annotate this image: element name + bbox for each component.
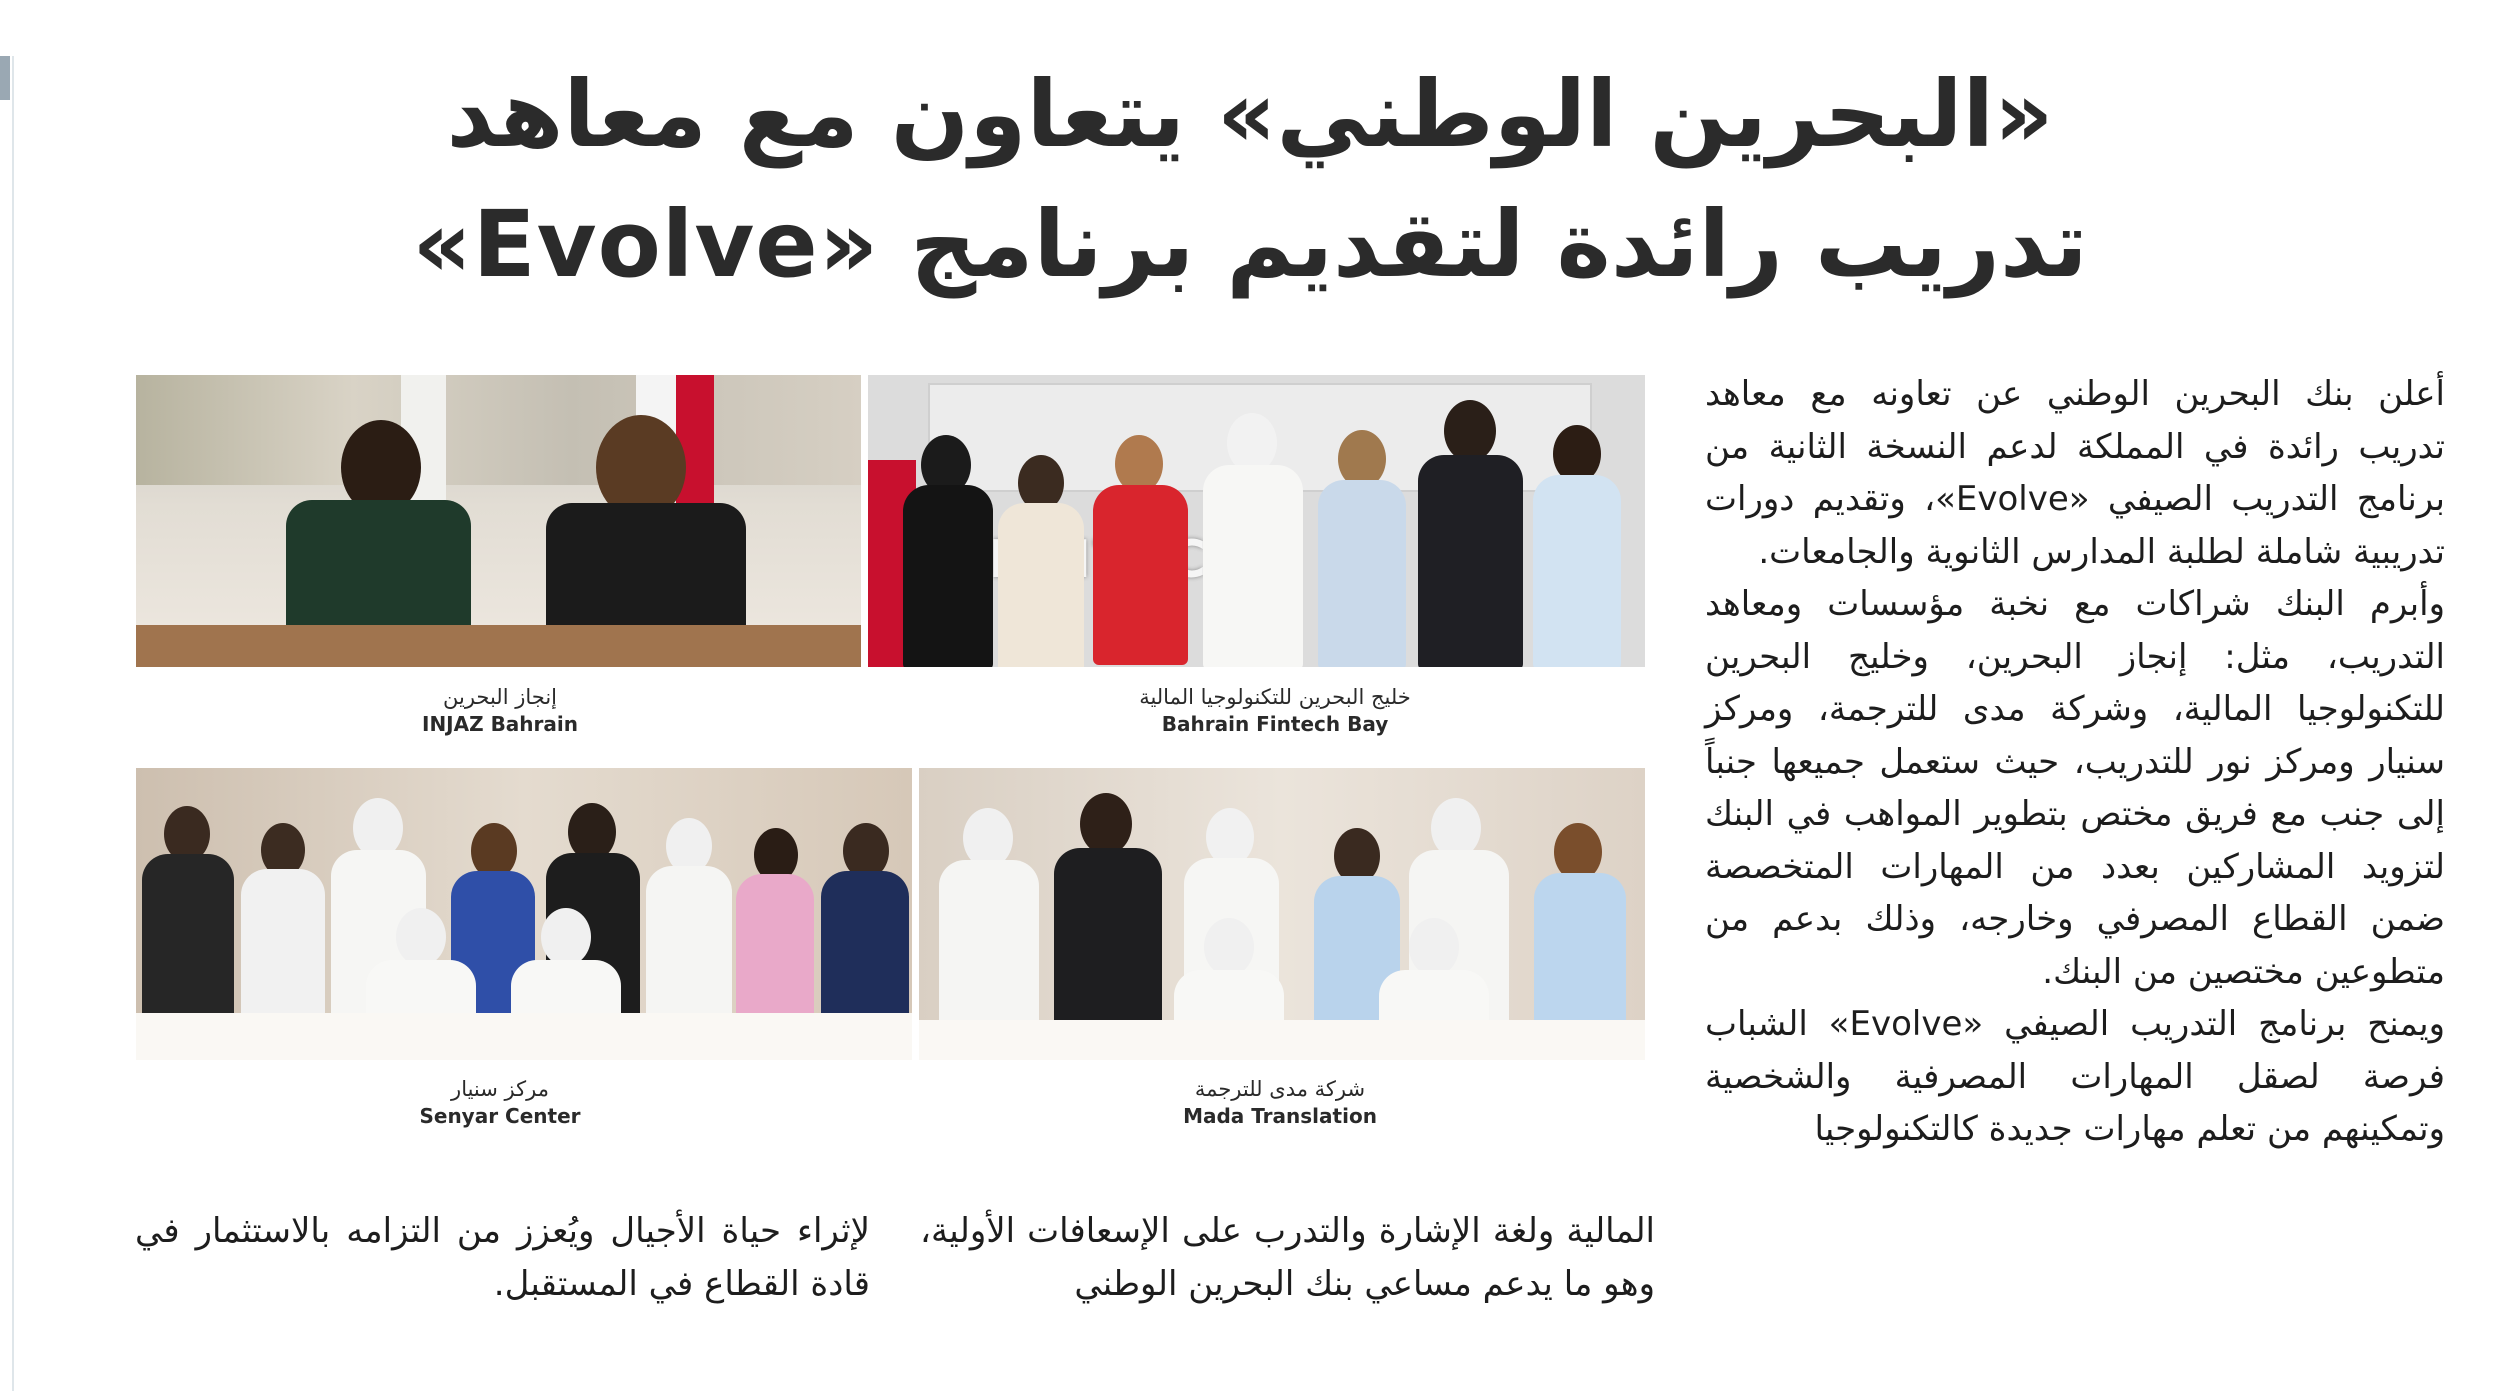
caption-fintech: [1075, 683, 1475, 737]
caption-senyar: [300, 1075, 700, 1129]
caption-mada-english: Mada Translation: [1183, 1104, 1377, 1128]
photo-mada-translation: [919, 768, 1645, 1060]
caption-injaz: [300, 683, 700, 737]
caption-injaz-english: INJAZ Bahrain: [422, 712, 578, 736]
caption-senyar-arabic: مركز سنيار: [451, 1077, 549, 1101]
headline-line-2: تدريب رائدة لتقديم برنامج «Evolve»: [412, 191, 2088, 298]
caption-fintech-arabic: خليج البحرين للتكنولوجيا المالية: [1139, 685, 1411, 709]
photo-bahrain-fintech-bay: [868, 375, 1645, 667]
paragraph-2: وأبرم البنك شراكات مع نخبة مؤسسات ومعاهد التدريب، مثل: إنجاز البحرين، وخليج البحرين للتكنولوجيا المالية، وشركة مدى للترجمة، ومركز سنيار ومركز نور للتدريب، حيث ستعمل جميعها جنباً إلى جنب مع فريق مختص بتطوير المواهب في البنك لتزويد المشاركين بعدد من المهارات المتخصصة ضمن القطاع المصرفي وخارجه، وذلك بدعم من متطوعين مختصين من البنك.: [1705, 584, 2445, 992]
column-rule: [12, 56, 14, 1391]
photo-injaz-bahrain: [136, 375, 861, 667]
article-headline: [300, 50, 2200, 310]
article-column-middle: [920, 1205, 1655, 1310]
page-edge-marker: [0, 56, 10, 100]
article-column-left: [135, 1205, 870, 1310]
paragraph-continued-left: لإثراء حياة الأجيال ويُعزز من التزامه بالاستثمار في قادة القطاع في المستقبل.: [135, 1211, 870, 1304]
article-column-right: [1705, 368, 2445, 1156]
caption-fintech-english: Bahrain Fintech Bay: [1161, 712, 1389, 736]
headline-line-1: «البحرين الوطني» يتعاون مع معاهد: [446, 61, 2054, 168]
paragraph-continued-mid: المالية ولغة الإشارة والتدرب على الإسعافات الأولية، وهو ما يدعم مساعي بنك البحرين الوطني: [920, 1211, 1655, 1304]
caption-mada: [1080, 1075, 1480, 1129]
photo-senyar-center: [136, 768, 912, 1060]
caption-mada-arabic: شركة مدى للترجمة: [1194, 1077, 1366, 1101]
paragraph-1: أعلن بنك البحرين الوطني عن تعاونه مع معاهد تدريب رائدة في المملكة لدعم النسخة الثانية من برنامج التدريب الصيفي «Evolve»، وتقديم دورات تدريبية شاملة لطلبة المدارس الثانوية والجامعات.: [1705, 374, 2445, 572]
caption-senyar-english: Senyar Center: [419, 1104, 581, 1128]
paragraph-3: ويمنح برنامج التدريب الصيفي «Evolve» الشباب فرصة لصقل المهارات المصرفية والشخصية وتمكينهم من تعلم مهارات جديدة كالتكنولوجيا: [1705, 1004, 2446, 1149]
caption-injaz-arabic: إنجاز البحرين: [443, 685, 557, 709]
